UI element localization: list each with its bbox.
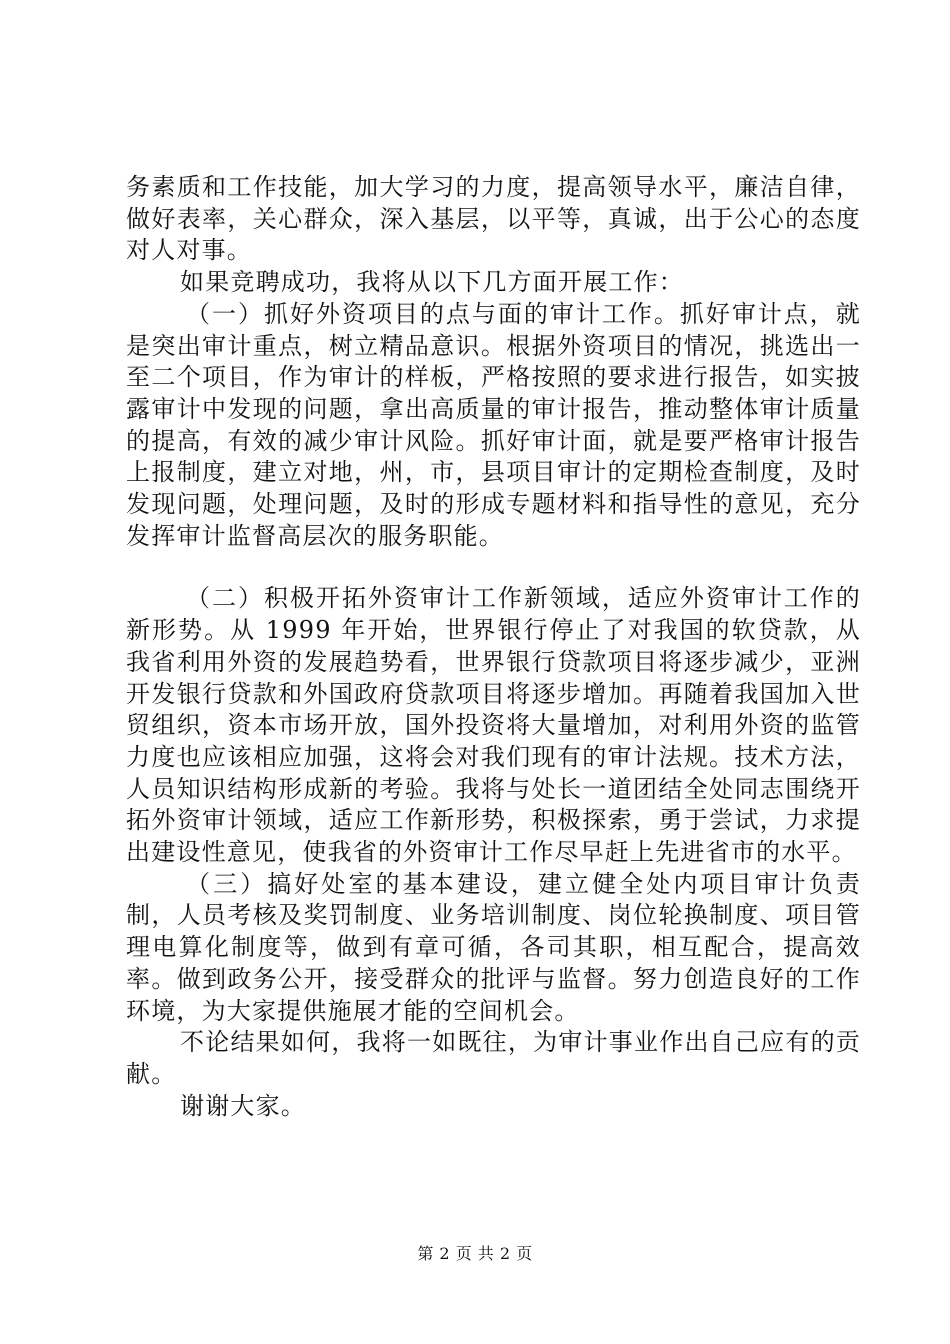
- page-number-indicator: 第 2 页 共 2 页: [417, 1244, 533, 1263]
- paragraph-section-two: （二）积极开拓外资审计工作新领域，适应外资审计工作的新形势。从 1999 年开始，世界银行停止了对我国的软贷款，从我省利用外资的发展趋势看，世界银行贷款项目将逐步减少，亚洲开发银行贷款和外国政府贷款项目将逐步增加。再随着我国加入世贸组织，资本市场开放，国外投资将大量增加，对利用外资的监管力度也应该相应加强，这将会对我们现有的审计法规。技术方法，人员知识结构形成新的考验。我将与处长一道团结全处同志围绕开拓外资审计领域，适应工作新形势，积极探索，勇于尝试，力求提出建设性意见，使我省的外资审计工作尽早赶上先进省市的水平。: [126, 584, 861, 867]
- page-footer: [0, 1244, 950, 1264]
- document-body: [126, 172, 861, 1122]
- paragraph-thanks: 谢谢大家。: [180, 1091, 306, 1120]
- paragraph-continuation: 务素质和工作技能，加大学习的力度，提高领导水平，廉洁自律，做好表率，关心群众，深入基层，以平等，真诚，出于公心的态度对人对事。: [126, 173, 861, 265]
- paragraph-closing: 不论结果如何，我将一如既往，为审计事业作出自己应有的贡献。: [126, 1028, 861, 1088]
- paragraph-intro: 如果竞聘成功，我将从以下几方面开展工作：: [180, 268, 684, 297]
- paragraph-section-one: （一）抓好外资项目的点与面的审计工作。抓好审计点，就是突出审计重点，树立精品意识。根据外资项目的情况，挑选出一至二个项目，作为审计的样板，严格按照的要求进行报告，如实披露审计中发现的问题，拿出高质量的审计报告，推动整体审计质量的提高，有效的减少审计风险。抓好审计面，就是要严格审计报告上报制度，建立对地，州，市，县项目审计的定期检查制度，及时发现问题，处理问题，及时的形成专题材料和指导性的意见，充分发挥审计监督高层次的服务职能。: [126, 299, 861, 550]
- paragraph-section-three: （三）搞好处室的基本建设，建立健全处内项目审计负责制，人员考核及奖罚制度、业务培训制度、岗位轮换制度、项目管理电算化制度等，做到有章可循，各司其职，相互配合，提高效率。做到政务公开，接受群众的批评与监督。努力创造良好的工作环境，为大家提供施展才能的空间机会。: [126, 869, 861, 1025]
